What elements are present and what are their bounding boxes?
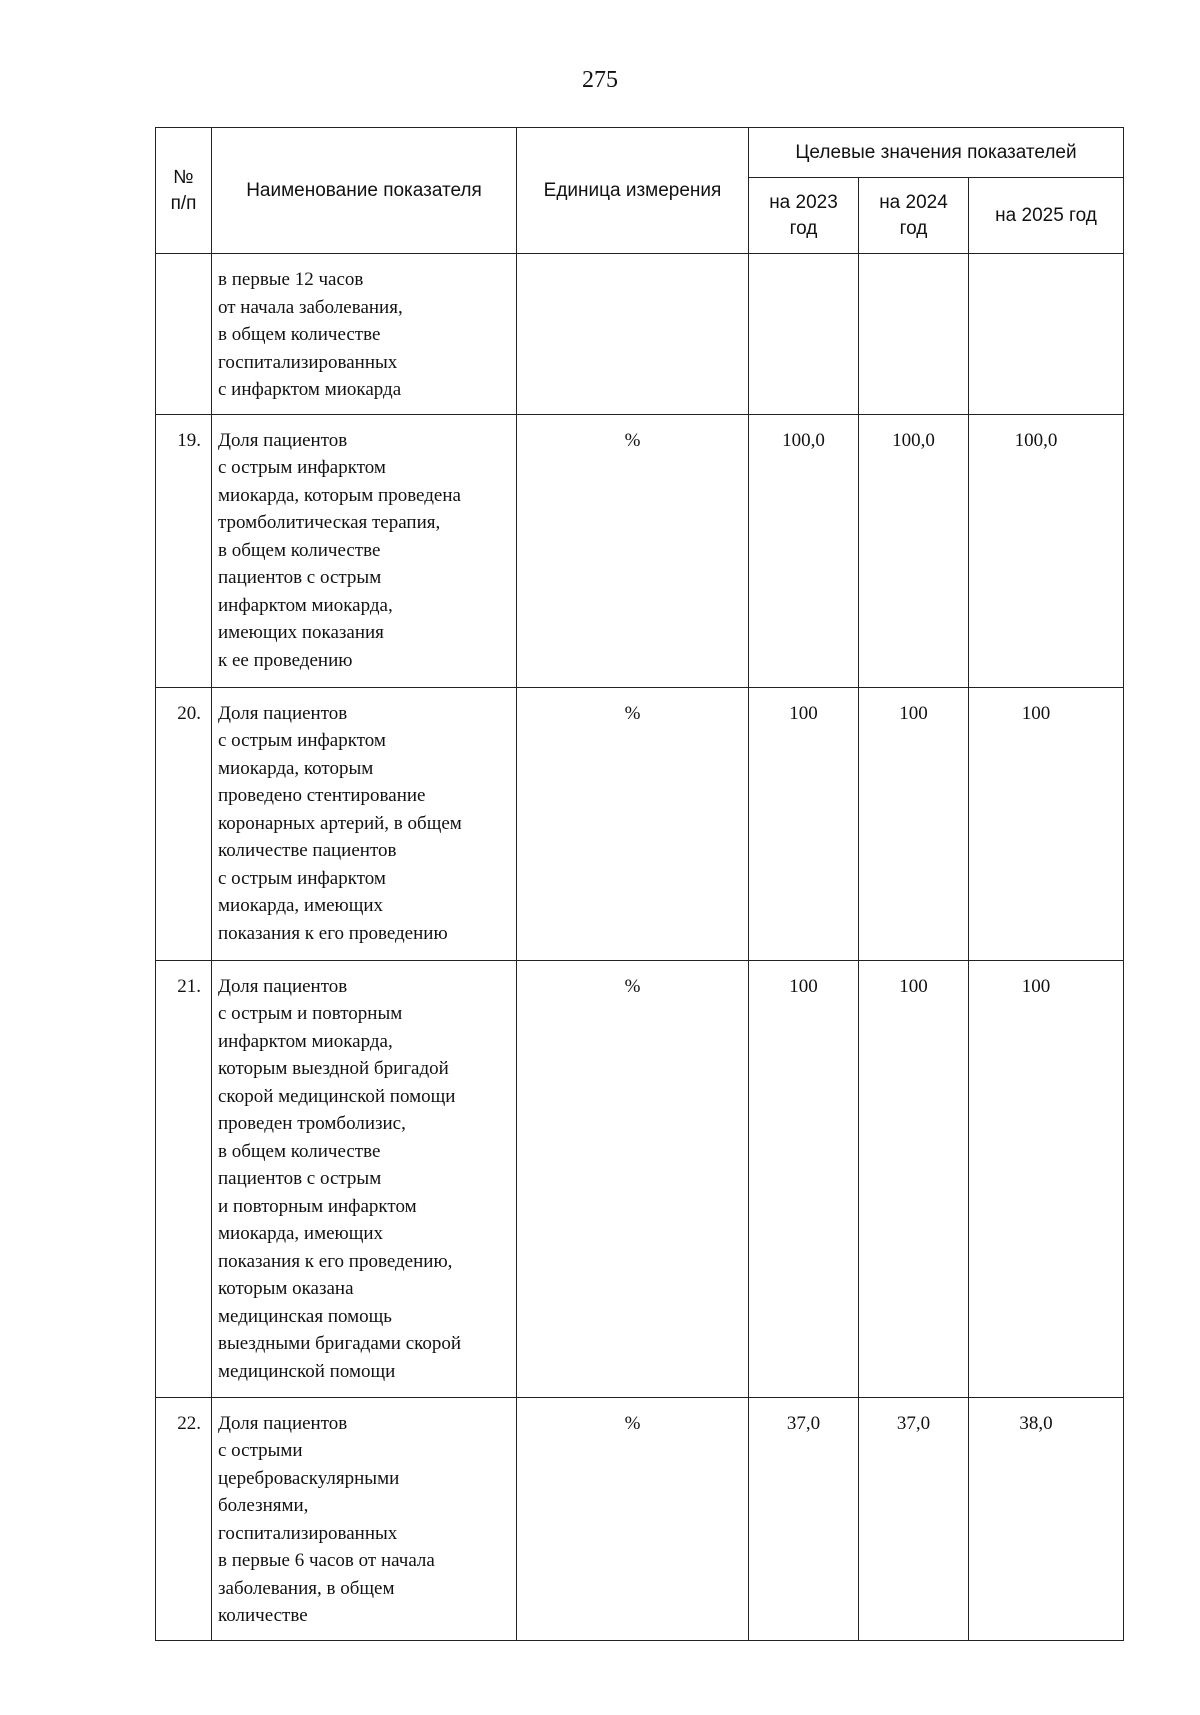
row-number: 20.: [156, 687, 212, 960]
indicator-name: Доля пациентов с острым и повторным инфарктом миокарда, которым выездной бригадой скорой медицинской помощи проведен тромболизис, в общем количестве пациентов с острым и повторным инфарктом миокарда, имеющих показания к его проведению, которым оказана медицинская помощь выездными бригадами скорой медицинской помощи: [212, 960, 517, 1397]
value-2025: [969, 254, 1124, 415]
indicator-name: Доля пациентов с острыми цереброваскулярными болезнями, госпитализированных в первые 6 часов от начала заболевания, в общем количестве: [212, 1397, 517, 1640]
value-2024: 100: [859, 687, 969, 960]
unit-of-measure: %: [517, 1397, 749, 1640]
page-number: 275: [582, 67, 618, 93]
header-name: Наименование показателя: [212, 128, 517, 254]
value-2025: 100: [969, 960, 1124, 1397]
value-2025: 100,0: [969, 414, 1124, 687]
value-2024: 100: [859, 960, 969, 1397]
unit-of-measure: [517, 254, 749, 415]
indicators-table: [155, 127, 1124, 1641]
row-number: 22.: [156, 1397, 212, 1640]
value-2024: [859, 254, 969, 415]
row-number: 21.: [156, 960, 212, 1397]
value-2024: 100,0: [859, 414, 969, 687]
table-row: [156, 1397, 1124, 1640]
value-2023: 100,0: [749, 414, 859, 687]
table-row: [156, 960, 1124, 1397]
value-2023: 37,0: [749, 1397, 859, 1640]
unit-of-measure: %: [517, 960, 749, 1397]
indicator-name: в первые 12 часов от начала заболевания, в общем количестве госпитализированных с инфарктом миокарда: [212, 254, 517, 415]
header-target-group: Целевые значения показателей: [749, 128, 1124, 178]
row-number: 19.: [156, 414, 212, 687]
table-row: [156, 687, 1124, 960]
value-2025: 100: [969, 687, 1124, 960]
value-2023: 100: [749, 687, 859, 960]
value-2024: 37,0: [859, 1397, 969, 1640]
table-row: [156, 254, 1124, 415]
row-number: [156, 254, 212, 415]
indicator-name: Доля пациентов с острым инфарктом миокарда, которым проведено стентирование коронарных артерий, в общем количестве пациентов с острым инфарктом миокарда, имеющих показания к его проведению: [212, 687, 517, 960]
indicator-name: Доля пациентов с острым инфарктом миокарда, которым проведена тромболитическая терапия, в общем количестве пациентов с острым инфарктом миокарда, имеющих показания к ее проведению: [212, 414, 517, 687]
unit-of-measure: %: [517, 687, 749, 960]
unit-of-measure: %: [517, 414, 749, 687]
header-year-2023: на 2023 год: [749, 178, 859, 254]
value-2025: 38,0: [969, 1397, 1124, 1640]
header-unit: Единица измерения: [517, 128, 749, 254]
table-row: [156, 414, 1124, 687]
header-year-2025: на 2025 год: [969, 178, 1124, 254]
header-num: № п/п: [156, 128, 212, 254]
value-2023: [749, 254, 859, 415]
header-year-2024: на 2024 год: [859, 178, 969, 254]
value-2023: 100: [749, 960, 859, 1397]
